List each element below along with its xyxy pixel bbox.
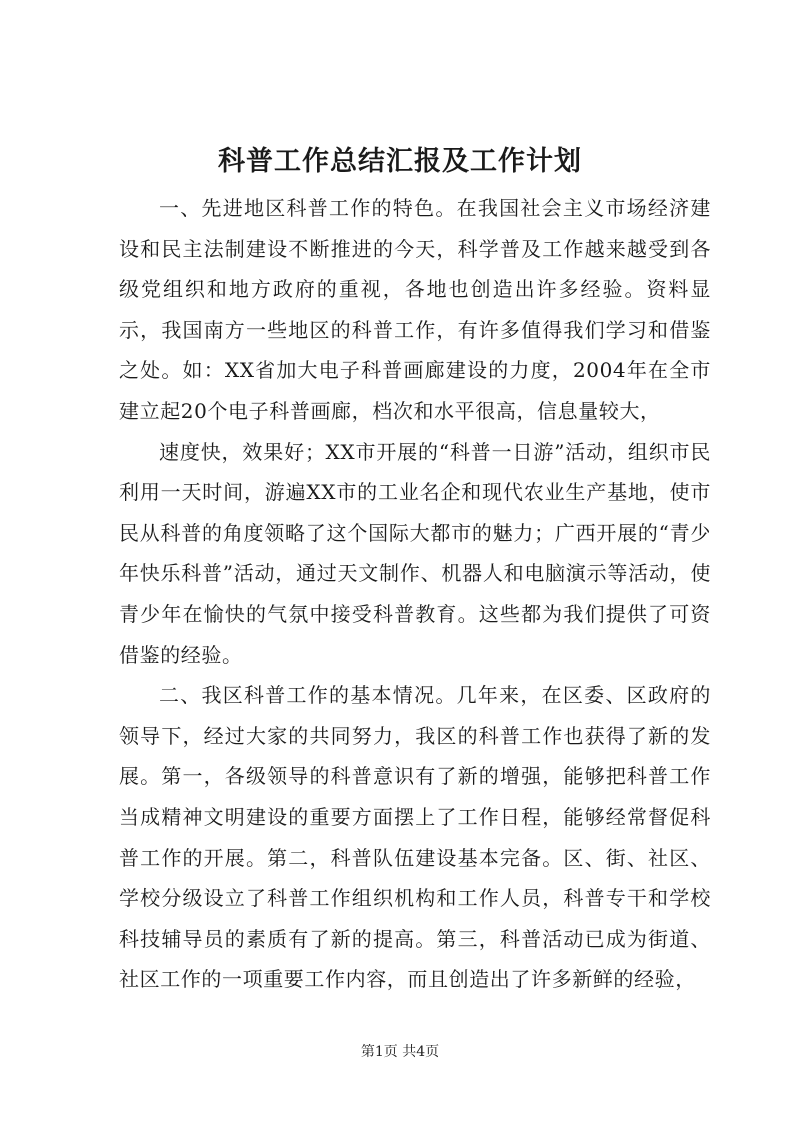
paragraph-2: 速度快，效果好；XX市开展的“科普一日游”活动，组织市民利用一天时间，游遍XX市的工业名企和现代农业生产基地，使市民从科普的角度领略了这个国际大都市的魅力；广西开展的“青少年快乐科普”活动，通过天文制作、机器人和电脑演示等活动，使青少年在愉快的气氛中接受科普教育。这些都为我们提供了可资借鉴的经验。 — [119, 439, 711, 667]
document-body — [119, 188, 711, 1000]
document-title: 科普工作总结汇报及工作计划 — [218, 146, 582, 177]
page-footer: 第1页 共4页 — [360, 1044, 440, 1060]
paragraph-3: 二、我区科普工作的基本情况。几年来，在区委、区政府的领导下，经过大家的共同努力，我区的科普工作也获得了新的发展。第一，各级领导的科普意识有了新的增强，能够把科普工作当成精神文明建设的重要方面摆上了工作日程，能够经常督促科普工作的开展。第二，科普队伍建设基本完备。区、街、社区、学校分级设立了科普工作组织机构和工作人员，科普专干和学校科技辅导员的素质有了新的提高。第三，科普活动已成为街道、社区工作的一项重要工作内容，而且创造出了许多新鲜的经验， — [119, 683, 711, 992]
paragraph-1: 一、先进地区科普工作的特色。在我国社会主义市场经济建设和民主法制建设不断推进的今天，科学普及工作越来越受到各级党组织和地方政府的重视，各地也创造出许多经验。资料显示，我国南方一些地区的科普工作，有许多值得我们学习和借鉴之处。如：XX省加大电子科普画廊建设的力度，2004年在全市建立起20个电子科普画廊，档次和水平很高，信息量较大， — [119, 196, 711, 423]
